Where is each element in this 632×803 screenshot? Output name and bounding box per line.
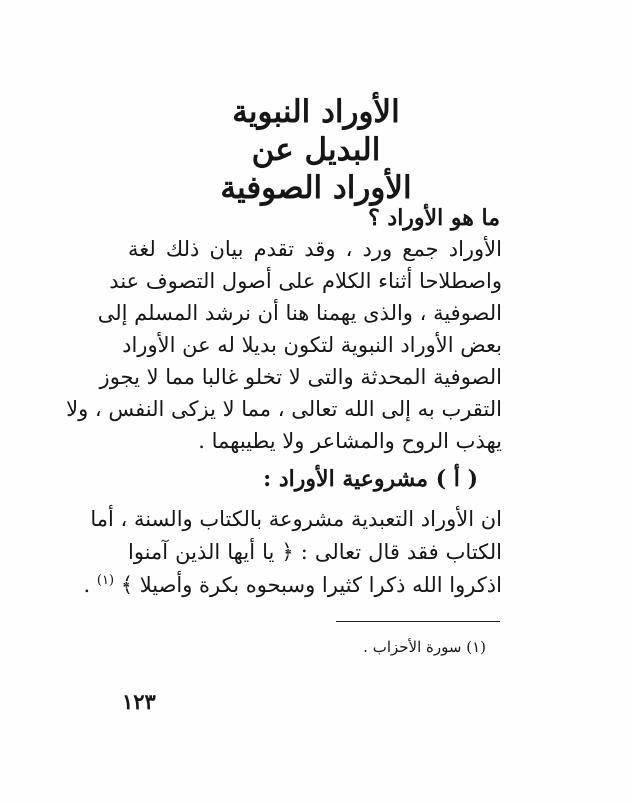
paragraph-2-line-3 xyxy=(83,570,502,600)
page-number: ١٢٣ xyxy=(122,689,156,714)
footnote-ref-1: (١) xyxy=(96,573,115,588)
paragraph-1-line-5: الصوفية المحدثة والتى لا تخلو غالبا مما لا يجوز xyxy=(99,365,502,389)
title-line-2: البديل عن xyxy=(251,132,381,168)
paragraph-2-line-1: ان الأوراد التعبدية مشروعة بالكتاب والسنة ، أما xyxy=(90,507,502,531)
paragraph-2-line-2: الكتاب فقد قال تعالى : ﴿ يا أيها الذين آمنوا xyxy=(128,540,502,564)
footnote-divider xyxy=(336,621,500,622)
question-heading: ما هو الأوراد ؟ xyxy=(368,205,500,231)
paragraph-1-line-4: بعض الأوراد النبوية لتكون بديلا له عن الأوراد xyxy=(122,333,502,357)
paragraph-1-line-6: التقرب به إلى الله تعالى ، مما لا يزكى النفس ، ولا xyxy=(66,397,502,421)
sentence-end-period: . xyxy=(83,573,91,597)
title-line-1: الأوراد النبوية xyxy=(232,94,400,130)
footnote-1: (١) سورة الأحزاب . xyxy=(363,638,486,656)
section-a-heading: ( أ ) مشروعية الأوراد : xyxy=(263,466,478,492)
paragraph-2-line-3-text: اذكروا الله ذكرا كثيرا وسبحوه بكرة وأصيلا ﴾ xyxy=(120,573,502,597)
paragraph-1-line-3: الصوفية ، والذى يهمنا هنا أن نرشد المسلم إلى xyxy=(97,301,502,325)
paragraph-1-line-2: واصطلاحا أثناء الكلام على أصول التصوف عند xyxy=(109,269,502,293)
paragraph-1-line-7: يهذب الروح والمشاعر ولا يطيبهما . xyxy=(198,429,502,453)
paragraph-1-line-1: الأوراد جمع ورد ، وقد تقدم بيان ذلك لغة xyxy=(128,237,502,261)
title-line-3: الأوراد الصوفية xyxy=(220,170,412,206)
